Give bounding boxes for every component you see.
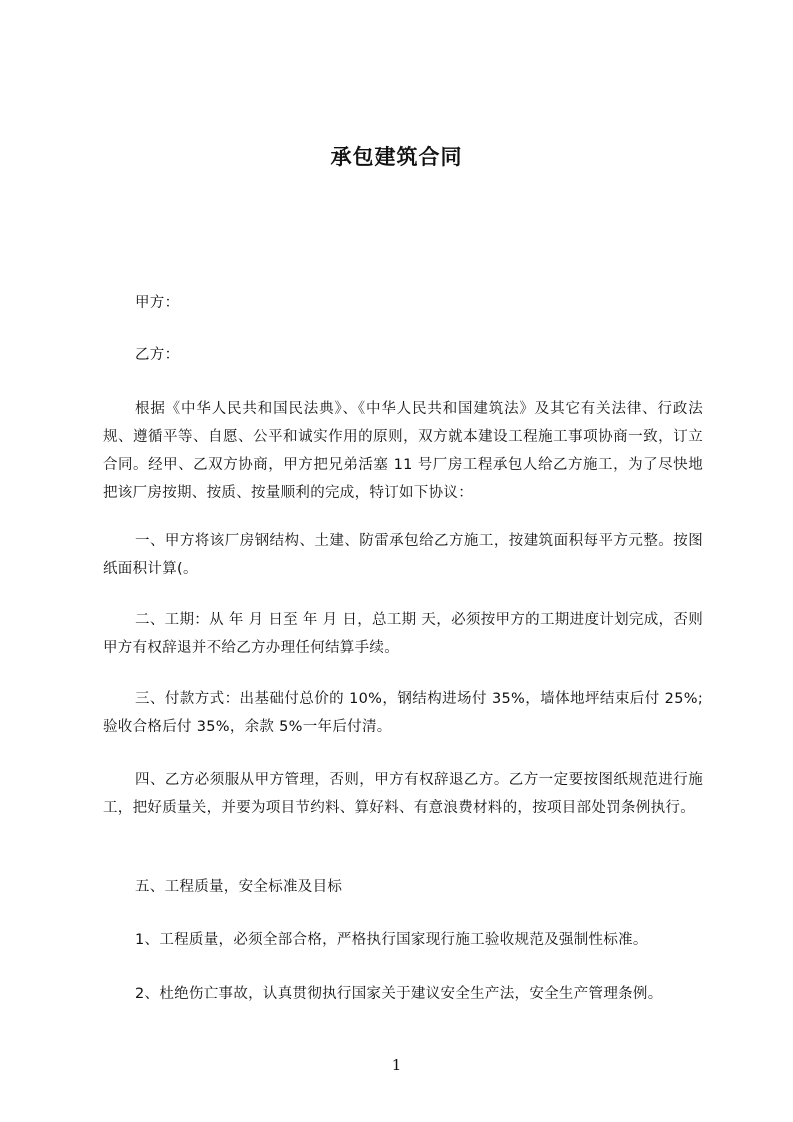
document-title: 承包建筑合同 <box>330 145 463 169</box>
clause-5-heading: 五、工程质量，安全标准及目标 <box>135 879 343 895</box>
party-b-line: 乙方： <box>135 347 180 363</box>
party-a-line: 甲方： <box>135 295 180 311</box>
clause-1-paragraph: 一、甲方将该厂房钢结构、土建、防雷承包给乙方施工，按建筑面积每平方元整。按图纸面积计算(。 <box>103 533 703 577</box>
page-number: 1 <box>391 1056 402 1074</box>
clause-5-item-2: 2、杜绝伤亡事故，认真贯彻执行国家关于建议安全生产法，安全生产管理条例。 <box>135 986 663 1002</box>
clause-4-paragraph: 四、乙方必须服从甲方管理，否则，甲方有权辞退乙方。乙方一定要按图纸规范进行施工，把好质量关，并要为项目节约料、算好料、有意浪费材料的，按项目部处罚条例执行。 <box>103 772 703 816</box>
preamble-paragraph: 根据《中华人民共和国民法典》、《中华人民共和国建筑法》及其它有关法律、行政法规、遵循平等、自愿、公平和诚实作用的原则，双方就本建设工程施工事项协商一致，订立合同。经甲、乙双方协商，甲方把兄弟活塞 11 号厂房工程承包人给乙方施工，为了尽快地把该厂房按期、按质、按量顺利的完成，特订如下协议： <box>103 401 703 501</box>
clause-3-paragraph: 三、付款方式：出基础付总价的 10%，钢结构进场付 35%，墙体地坪结束后付 25%;验收合格后付 35%，余款 5%一年后付清。 <box>103 691 703 735</box>
clause-2-paragraph: 二、工期：从 年 月 日至 年 月 日，总工期 天，必须按甲方的工期进度计划完成，否则甲方有权辞退并不给乙方办理任何结算手续。 <box>103 612 703 656</box>
clause-5-item-1: 1、工程质量，必须全部合格，严格执行国家现行施工验收规范及强制性标准。 <box>135 932 648 948</box>
